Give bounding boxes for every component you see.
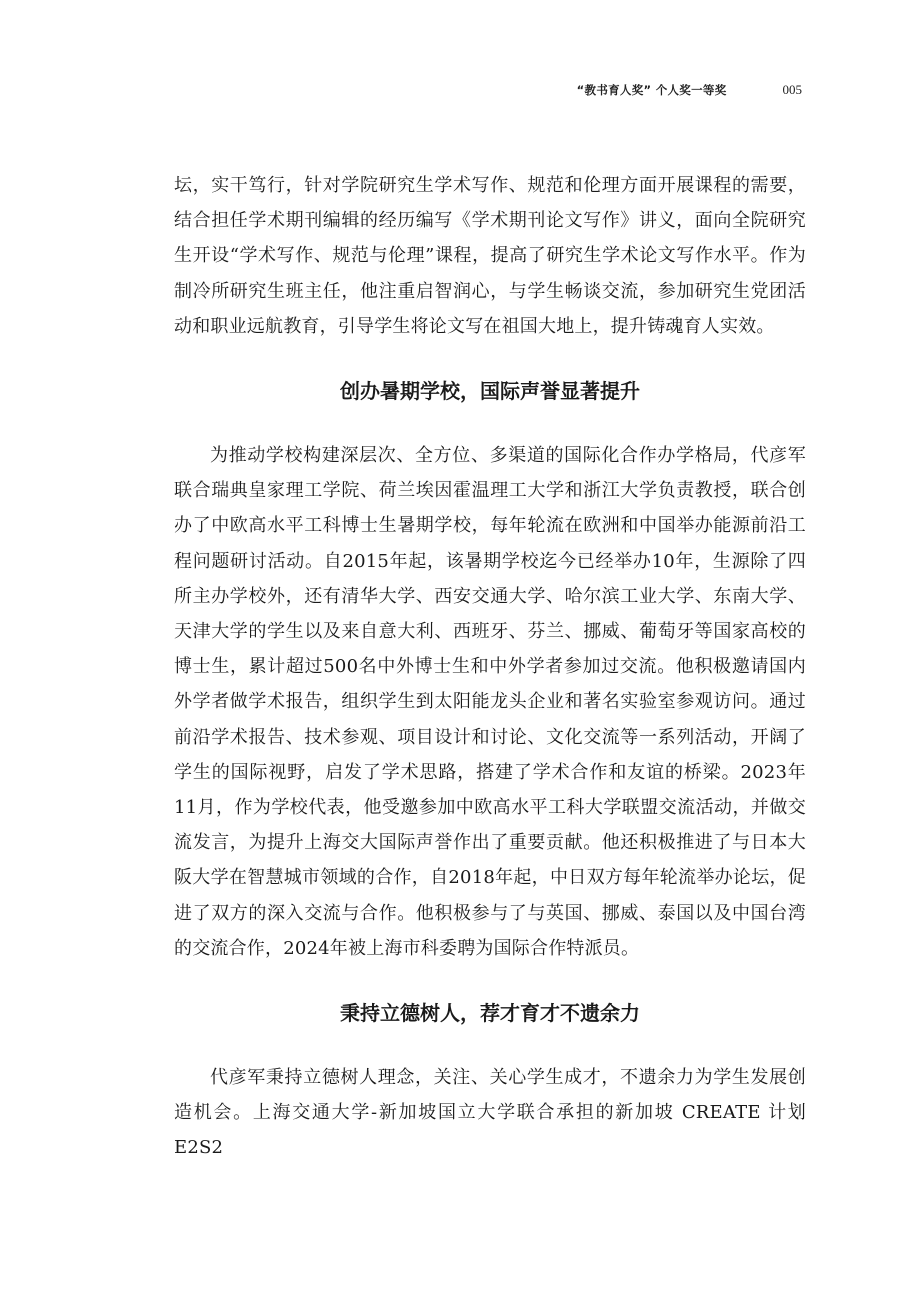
paragraph-continued: 坛，实干笃行，针对学院研究生学术写作、规范和伦理方面开展课程的需要，结合担任学术期刊编辑的经历编写《学术期刊论文写作》讲义，面向全院研究生开设“学术写作、规范与伦理”课程，提高了研究生学术论文写作水平。作为制冷所研究生班主任，他注重启智润心，与学生畅谈交流，参加研究生党团活动和职业远航教育，引导学生将论文写在祖国大地上，提升铸魂育人实效。 (174, 175, 806, 337)
page-body (174, 168, 806, 1166)
section-heading-moral-education: 秉持立德树人，荐才育才不遗余力 (340, 1001, 640, 1026)
paragraph-summer-school: 为推动学校构建深层次、全方位、多渠道的国际化合作办学格局，代彦军联合瑞典皇家理工学院、荷兰埃因霍温理工大学和浙江大学负责教授，联合创办了中欧高水平工科博士生暑期学校，每年轮流在欧洲和中国举办能源前沿工程问题研讨活动。自2015年起，该暑期学校迄今已经举办10年，生源除了四所主办学校外，还有清华大学、西安交通大学、哈尔滨工业大学、东南大学、天津大学的学生以及来自意大利、西班牙、芬兰、挪威、葡萄牙等国家高校的博士生，累计超过500名中外博士生和中外学者参加过交流。他积极邀请国内外学者做学术报告，组织学生到太阳能龙头企业和著名实验室参观访问。通过前沿学术报告、技术参观、项目设计和讨论、文化交流等一系列活动，开阔了学生的国际视野，启发了学术思路，搭建了学术合作和友谊的桥梁。2023年11月，作为学校代表，他受邀参加中欧高水平工科大学联盟交流活动，并做交流发言，为提升上海交大国际声誉作出了重要贡献。他还积极推进了与日本大阪大学在智慧城市领域的合作，自2018年起，中日双方每年轮流举办论坛，促进了双方的深入交流与合作。他积极参与了与英国、挪威、泰国以及中国台湾的交流合作，2024年被上海市科委聘为国际合作特派员。 (174, 445, 806, 959)
paragraph-moral-education: 代彦军秉持立德树人理念，关注、关心学生成才，不遗余力为学生发展创造机会。上海交通大学-新加坡国立大学联合承担的新加坡 CREATE 计划 E2S2 (174, 1067, 806, 1159)
running-header-title: “教书育人奖” 个人奖一等奖 (576, 83, 727, 97)
section-heading-summer-school: 创办暑期学校，国际声誉显著提升 (340, 379, 640, 404)
running-header (577, 80, 802, 100)
page-number: 005 (782, 82, 802, 97)
